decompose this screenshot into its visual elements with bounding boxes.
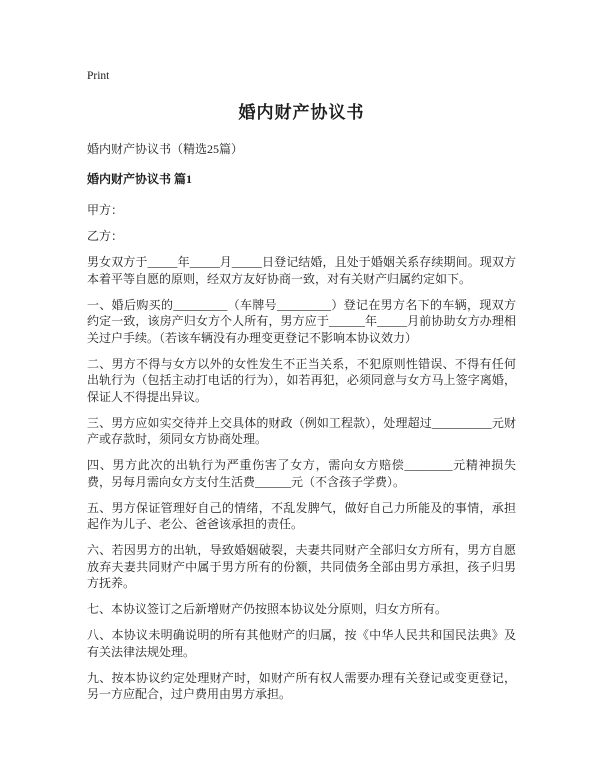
party-a-line: 甲方：	[87, 203, 124, 217]
party-b-line: 乙方：	[87, 229, 124, 243]
document-title: 婚内财产协议书	[238, 103, 365, 122]
document-subtitle: 婚内财产协议书（精选25篇）	[87, 142, 244, 156]
clause-paragraph-8: 八、本协议未明确说明的所有其他财产的归属，按《中华人民共和国民法典》及有关法律法规处理。	[87, 628, 516, 659]
clause-paragraph-6: 六、若因男方的出轨，导致婚姻破裂，夫妻共同财产全部归女方所有，男方自愿放弃夫妻共同财产中属于男方所有的份额，共同债务全部由男方承担，孩子归男方抚养。	[87, 543, 516, 590]
section-heading-part1: 婚内财产协议书 篇1	[87, 172, 193, 186]
clause-paragraph-7: 七、本协议签订之后新增财产仍按照本协议处分原则，归女方所有。	[87, 602, 448, 616]
clause-paragraph-1: 一、婚后购买的_________（车牌号_________）登记在男方名下的车辆，现双方约定一致，该房产归女方个人所有，男方应于______年_____月前协助女方办理相关过户手续。（若该车辆没有办理变更登记不影响本协议效力）	[87, 297, 516, 345]
intro-paragraph: 男女双方于_____年_____月_____日登记结婚，且处于婚姻关系存续期间。现双方本着平等自愿的原则，经双方友好协商一致，对有关财产归属约定如下。	[87, 255, 516, 286]
clause-paragraph-9: 九、按本协议约定处理财产时，如财产所有权人需要办理有关登记或变更登记，另一方应配合，过户费用由男方承担。	[87, 670, 516, 701]
print-link[interactable]: Print	[87, 70, 110, 82]
clause-paragraph-5: 五、男方保证管理好自己的情绪，不乱发脾气，做好自己力所能及的事情，承担起作为儿子、老公、爸爸该承担的责任。	[87, 500, 516, 531]
clause-paragraph-2: 二、男方不得与女方以外的女性发生不正当关系，不犯原则性错误、不得有任何出轨行为（包括主动打电话的行为），如若再犯，必须同意与女方马上签字离婚，保证人不得提出异议。	[87, 356, 516, 404]
clause-paragraph-4: 四、男方此次的出轨行为严重伤害了女方，需向女方赔偿________元精神损失费，另每月需向女方支付生活费______元（不含孩子学费）。	[87, 458, 516, 489]
clause-paragraph-3: 三、男方应如实交待并上交具体的财政（例如工程款），处理超过__________元财产或存款时，须同女方协商处理。	[87, 415, 516, 446]
